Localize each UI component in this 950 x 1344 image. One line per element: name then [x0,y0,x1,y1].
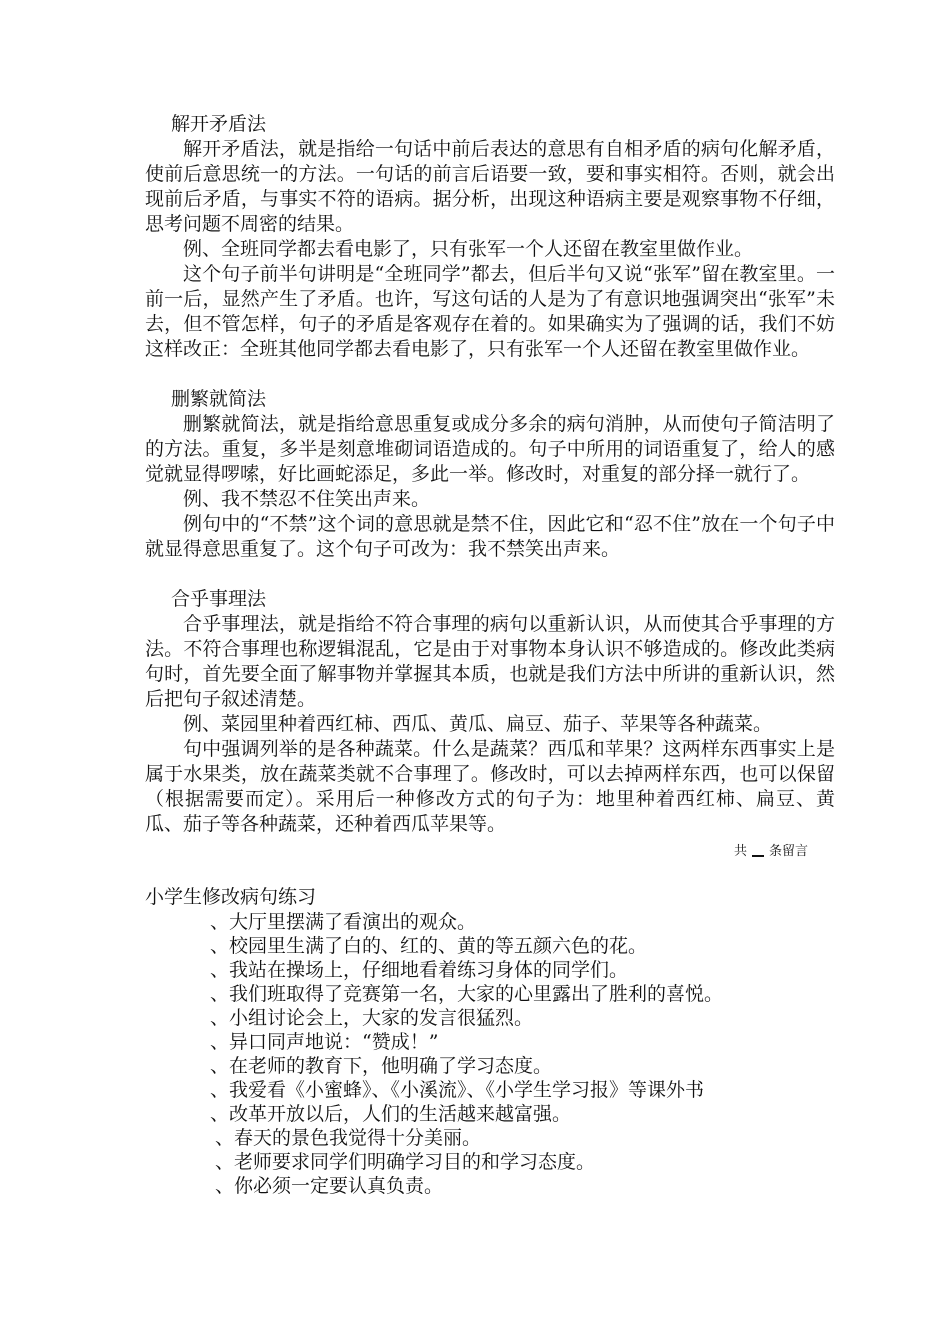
section-explanation: 合乎事理法，就是指给不符合事理的病句以重新认识，从而使其合乎事理的方法。不符合事理也称逻辑混乱，它是由于对事物本身认识不够造成的。修改此类病句时，首先要全面了解事物并掌握其本质，也就是我们方法中所讲的重新认识，然后把句子叙述清楚。 [145,613,835,710]
list-item: 、我站在操场上，仔细地看着练习身体的同学们。 [210,959,629,981]
list-item: 、小组讨论会上，大家的发言很猛烈。 [210,1007,534,1029]
list-item: 、在老师的教育下，他明确了学习态度。 [210,1055,553,1077]
section-resolve-contradiction [145,112,835,362]
section-explanation: 删繁就简法，就是指给意思重复或成分多余的病句消肿，从而使句子简洁明了的方法。重复，多半是刻意堆砌词语造成的。句子中所用的词语重复了，给人的感觉就显得啰嗦，好比画蛇添足，多此一举。修改时，对重复的部分择一就行了。 [145,413,835,485]
list-item: 、大厅里摆满了看演出的观众。 [210,911,477,933]
section-explanation: 解开矛盾法，就是指给一句话中前后表达的意思有自相矛盾的病句化解矛盾，使前后意思统一的方法。一句话的前言后语要一致，要和事实相符。否则，就会出现前后矛盾，与事实不符的语病。据分析，出现这种语病主要是观察事物不仔细，思考问题不周密的结果。 [145,138,835,235]
practice-list [210,910,723,1198]
list-item: 、老师要求同学们明确学习目的和学习态度。 [215,1151,596,1173]
section-example: 例、菜园里种着西红柿、西瓜、黄瓜、扁豆、茄子、苹果等各种蔬菜。 [183,713,773,735]
comment-count-blank [752,855,764,857]
section-reasonableness [145,587,835,837]
section-simplify [145,387,835,562]
section-heading: 删繁就简法 [171,388,267,410]
list-item: 、异口同声地说：“赞成！” [210,1031,439,1053]
section-heading: 合乎事理法 [171,588,267,610]
comment-count-prefix: 共 [733,844,747,859]
section-example: 例、我不禁忍不住笑出声来。 [183,488,431,510]
list-item: 、改革开放以后，人们的生活越来越富强。 [210,1103,572,1125]
section-example: 例、全班同学都去看电影了，只有张军一个人还留在教室里做作业。 [183,238,754,260]
list-item: 、你必须一定要认真负责。 [215,1175,444,1197]
section-analysis: 这个句子前半句讲明是“全班同学”都去，但后半句又说“张军”留在教室里。一前一后，显然产生了矛盾。也许，写这句话的人是为了有意识地强调突出“张军”未去，但不管怎样，句子的矛盾是客观存在着的。如果确实为了强调的话，我们不妨这样改正：全班其他同学都去看电影了，只有张军一个人还留在教室里做作业。 [145,263,835,360]
section-heading: 解开矛盾法 [171,113,267,135]
list-item: 、我们班取得了竞赛第一名，大家的心里露出了胜利的喜悦。 [210,983,724,1005]
comment-count-suffix: 条留言 [768,844,808,859]
list-item: 、我爱看《小蜜蜂》、《小溪流》、《小学生学习报》等课外书 [210,1079,705,1101]
section-analysis: 句中强调列举的是各种蔬菜。什么是蔬菜？西瓜和苹果？这两样东西事实上是属于水果类，放在蔬菜类就不合事理了。修改时，可以去掉两样东西，也可以保留（根据需要而定）。采用后一种修改方式的句子为：地里种着西红柿、扁豆、黄瓜、茄子等各种蔬菜，还种着西瓜苹果等。 [145,738,835,835]
list-item: 、校园里生满了白的、红的、黄的等五颜六色的花。 [210,935,648,957]
list-item: 、春天的景色我觉得十分美丽。 [215,1127,482,1149]
section-analysis: 例句中的“不禁”这个词的意思就是禁不住，因此它和“忍不住”放在一个句子中就显得意思重复了。这个句子可改为：我不禁笑出声来。 [145,513,835,560]
practice-title: 小学生修改病句练习 [145,886,317,908]
comment-count[interactable] [734,843,808,861]
